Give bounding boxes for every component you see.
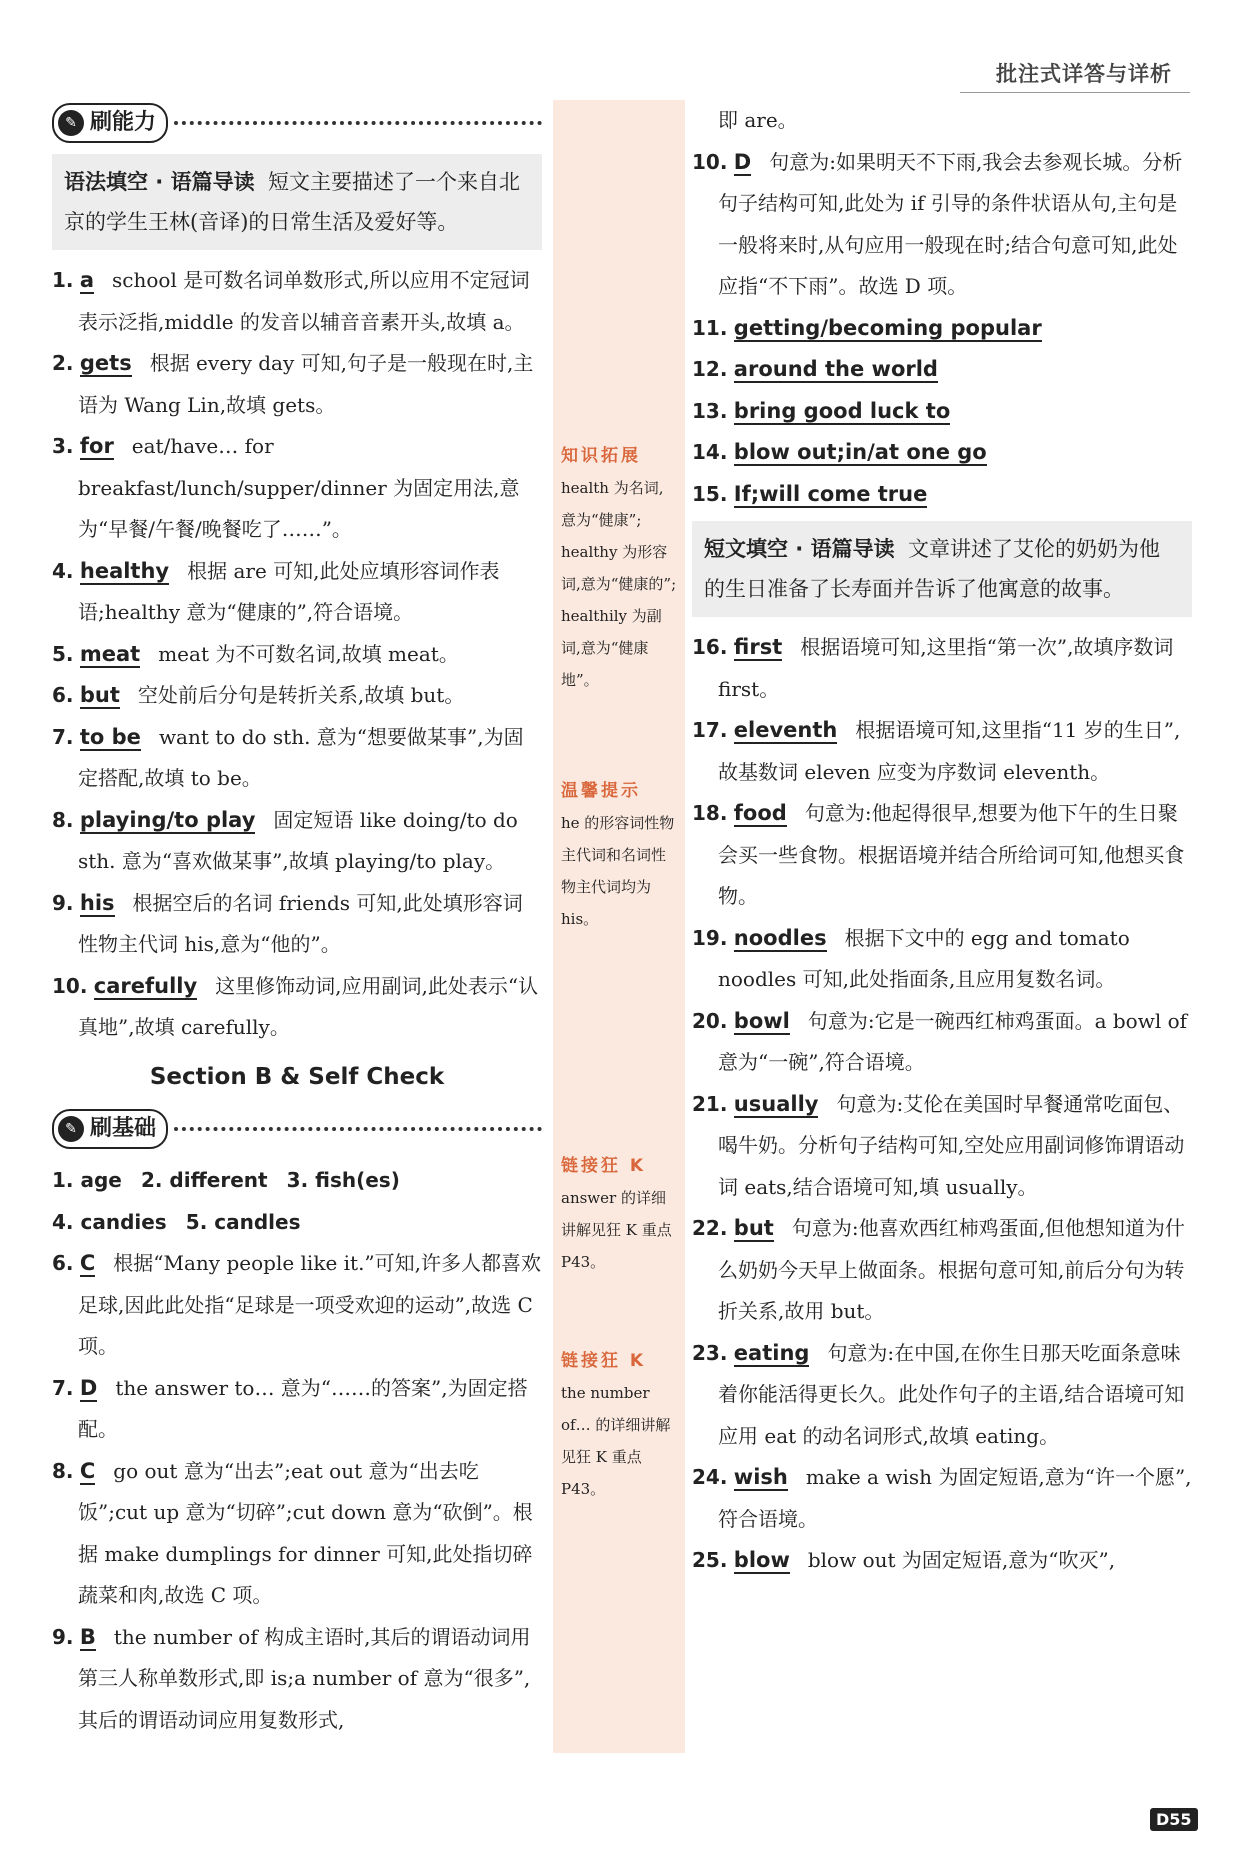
item-explanation: want to do sth. 意为“想要做某事”,为固定搭配,故填 to be。 (78, 724, 524, 790)
answer-item (692, 1208, 1192, 1333)
answer-item (692, 793, 1192, 918)
item-answer: food (733, 801, 787, 825)
margin-note (553, 1140, 685, 1288)
item-answer: C (79, 1458, 96, 1483)
item-answer: B (79, 1624, 96, 1649)
item-answer: first (733, 635, 783, 659)
answer-item (692, 627, 1192, 710)
answer-row (52, 1160, 542, 1202)
item-number: 25. (692, 1548, 728, 1572)
item-explanation: 根据语境可知,这里指“第一次”,故填序数词 first。 (718, 635, 1174, 701)
item-explanation: school 是可数名词单数形式,所以应用不定冠词表示泛指,middle 的发音以辅音音素开头,故填 a。 (78, 268, 530, 334)
item-number: 24. (692, 1465, 728, 1489)
item-explanation: 根据下文中的 egg and tomato noodles 可知,此处指面条,且应用复数名词。 (718, 925, 1130, 991)
item-explanation: 根据 are 可知,此处应填形容词作表语;healthy 意为“健康的”,符合语境。 (78, 558, 500, 624)
item-number: 6. (52, 1251, 74, 1275)
answer-item (52, 1368, 542, 1451)
item-explanation: go out 意为“出去”;eat out 意为“出去吃饭”;cut up 意为“切碎”;cut down 意为“砍倒”。根据 make dumplings for dinner 可知,此处指切碎蔬菜和肉,故选 C 项。 (78, 1458, 533, 1607)
item-number: 10. (52, 973, 88, 998)
margin-notes (553, 100, 685, 1753)
item-number: 2. (52, 351, 74, 375)
answer-item (52, 1451, 542, 1617)
answer-item (692, 1457, 1192, 1540)
answer-item: 5. candles (185, 1209, 301, 1234)
item-number: 8. (52, 807, 74, 832)
page-number: D55 (1150, 1808, 1198, 1831)
dotted-divider (174, 1127, 542, 1131)
note-text: answer 的详细讲解见狂 K 重点 P43。 (561, 1189, 672, 1271)
answer-item: 1. age (52, 1168, 122, 1192)
item-explanation: 句意为:他喜欢西红柿鸡蛋面,但他想知道为什么奶奶今天早上做面条。根据句意可知,前后分句为转折关系,故用 but。 (718, 1216, 1185, 1323)
item-explanation: 句意为:他起得很早,想要为他下午的生日聚会买一些食物。根据语境并结合所给词可知,他想买食物。 (718, 801, 1185, 908)
item-answer: for (79, 434, 114, 458)
continued-text: 即 are。 (718, 108, 798, 132)
item-number: 7. (52, 724, 74, 749)
reading-guide (52, 154, 542, 250)
answer-item (692, 1540, 1192, 1582)
item-answer: blow out;in/at one go (733, 440, 987, 464)
item-number: 8. (52, 1458, 74, 1483)
item-answer: a (79, 268, 95, 292)
item-number: 14. (692, 440, 728, 464)
answer-item (692, 391, 1192, 433)
item-answer: getting/becoming popular (733, 315, 1042, 340)
answer-item (52, 1243, 542, 1368)
item-number: 12. (692, 357, 728, 381)
item-number: 15. (692, 481, 728, 506)
item-number: 17. (692, 718, 728, 742)
note-title: 链接狂 K (561, 1156, 647, 1176)
item-number: 13. (692, 398, 728, 423)
section-heading-ability (52, 100, 542, 146)
guide-label: 短文填空 · 语篇导读 (704, 537, 895, 561)
answer-item: 4. candies (52, 1209, 167, 1234)
item-explanation: meat 为不可数名词,故填 meat。 (158, 641, 459, 666)
item-explanation: make a wish 为固定短语,意为“许一个愿”,符合语境。 (718, 1465, 1192, 1531)
item-answer: carefully (93, 973, 198, 998)
header-divider (960, 92, 1190, 93)
answer-item (692, 710, 1192, 793)
item-number: 23. (692, 1340, 728, 1365)
item-explanation: the number of 构成主语时,其后的谓语动词用第三人称单数形式,即 is;a number of 意为“很多”,其后的谓语动词应用复数形式, (78, 1624, 531, 1732)
guide-text: 短文主要描述了一个来自北京的学生王林(音译)的日常生活及爱好等。 (64, 170, 520, 234)
margin-note (553, 765, 685, 945)
book-icon: ✎ (58, 110, 84, 136)
item-number: 7. (52, 1375, 74, 1400)
note-text: he 的形容词性物主代词和名词性物主代词均为 his。 (561, 814, 675, 928)
item-answer: gets (79, 351, 132, 375)
item-answer: wish (733, 1465, 788, 1489)
item-explanation: 根据语境可知,这里指“11 岁的生日”,故基数词 eleven 应变为序数词 eleventh。 (718, 718, 1181, 784)
book-icon: ✎ (58, 1116, 84, 1142)
answer-item (52, 675, 542, 717)
item-explanation: 句意为:如果明天不下雨,我会去参观长城。分析句子结构可知,此处为 if 引导的条件状语从句,主句是一般将来时,从句应用一般现在时;结合句意可知,此处应指“不下雨”。故选 D 项。 (718, 149, 1183, 298)
section-title: Section B & Self Check (149, 1063, 445, 1090)
item-number: 22. (692, 1216, 728, 1240)
item-number: 4. (52, 558, 74, 583)
answer-item (52, 426, 542, 551)
item-answer: blow (733, 1548, 790, 1572)
item-explanation: 根据 every day 可知,句子是一般现在时,主语为 Wang Lin,故填 gets。 (78, 351, 534, 417)
note-text: the number of… 的详细讲解见狂 K 重点 P43。 (561, 1384, 671, 1498)
item-answer: but (79, 683, 120, 707)
item-explanation: 句意为:艾伦在美国时早餐通常吃面包、喝牛奶。分析句子结构可知,空处应用副词修饰谓语动词 eats,结合语境可知,填 usually。 (718, 1091, 1185, 1199)
right-column (692, 100, 1192, 1582)
dotted-divider (174, 121, 542, 125)
margin-note (553, 430, 685, 706)
item-answer: bowl (733, 1008, 790, 1033)
item-answer: C (79, 1251, 96, 1275)
item-answer: noodles (733, 925, 827, 950)
item-answer: eating (733, 1340, 810, 1365)
item-answer: playing/to play (79, 807, 256, 832)
item-answer: bring good luck to (733, 398, 951, 423)
item-explanation: 这里修饰动词,应用副词,此处表示“认真地”,故填 carefully。 (78, 973, 539, 1039)
answer-item (692, 1333, 1192, 1458)
item-number: 20. (692, 1008, 728, 1033)
item-number: 19. (692, 925, 728, 950)
item-answer: his (79, 890, 115, 915)
answer-item (52, 1617, 542, 1742)
item-answer: around the world (733, 357, 938, 381)
note-title: 知识拓展 (561, 446, 641, 466)
note-title: 温馨提示 (561, 781, 641, 801)
answer-item (692, 474, 1192, 516)
item-explanation: eat/have… for breakfast/lunch/supper/dinner 为固定用法,意为“早餐/午餐/晚餐吃了……”。 (78, 434, 520, 541)
answer-item (52, 260, 542, 343)
guide-label: 语法填空 · 语篇导读 (64, 170, 255, 194)
item-number: 3. (52, 434, 74, 458)
margin-note (553, 1335, 685, 1515)
item-answer: If;will come true (733, 481, 928, 506)
item-number: 1. (52, 268, 74, 292)
item-answer: to be (79, 724, 141, 749)
answer-item: 2. different (140, 1168, 268, 1192)
answer-item (692, 142, 1192, 308)
answer-item (692, 349, 1192, 391)
note-title: 链接狂 K (561, 1351, 647, 1371)
answer-item (52, 634, 542, 676)
note-text: health 为名词,意为“健康”; healthy 为形容词,意为“健康的”; healthily 为副词,意为“健康地”。 (561, 479, 677, 689)
item-number: 11. (692, 315, 728, 340)
answer-item (692, 1084, 1192, 1209)
answer-item: 3. fish(es) (286, 1168, 400, 1192)
page-header-title: 批注式详答与详析 (996, 62, 1172, 86)
answer-item (52, 883, 542, 966)
item-answer: eleventh (733, 718, 838, 742)
guide-text: 文章讲述了艾伦的奶奶为他的生日准备了长寿面并告诉了他寓意的故事。 (704, 537, 1160, 601)
item-explanation: 句意为:在中国,在你生日那天吃面条意味着你能活得更长久。此处作句子的主语,结合语境可知应用 eat 的动名词形式,故填 eating。 (718, 1340, 1185, 1448)
item-number: 16. (692, 635, 728, 659)
section-badge: ✎ 刷能力 (52, 103, 168, 143)
answer-item (52, 343, 542, 426)
item-answer: D (79, 1375, 98, 1400)
item-number: 9. (52, 1624, 74, 1649)
answer-item (692, 432, 1192, 474)
item-explanation: 句意为:它是一碗西红柿鸡蛋面。a bowl of 意为“一碗”,符合语境。 (718, 1008, 1188, 1074)
item-explanation: 根据空后的名词 friends 可知,此处填形容词性物主代词 his,意为“他的”。 (78, 890, 523, 956)
item-number: 10. (692, 149, 728, 174)
item-explanation: the answer to… 意为“……的答案”,为固定搭配。 (78, 1375, 528, 1441)
answer-item (52, 717, 542, 800)
answer-item (52, 966, 542, 1049)
item-explanation: 根据“Many people like it.”可知,许多人都喜欢足球,因此此处指“足球是一项受欢迎的运动”,故选 C 项。 (78, 1251, 542, 1358)
item-answer: meat (79, 641, 141, 666)
item-explanation: 固定短语 like doing/to do sth. 意为“喜欢做某事”,故填 playing/to play。 (78, 807, 518, 873)
answer-item (52, 800, 542, 883)
left-column (52, 100, 542, 1741)
item-number: 5. (52, 641, 74, 666)
section-heading-basic (52, 1106, 542, 1152)
section-badge: ✎ 刷基础 (52, 1109, 168, 1149)
answer-item (52, 551, 542, 634)
item-answer: D (733, 149, 752, 174)
reading-guide (692, 521, 1192, 617)
answer-item (692, 918, 1192, 1001)
answer-row (52, 1202, 542, 1244)
item-answer: usually (733, 1091, 819, 1116)
item-number: 21. (692, 1091, 728, 1116)
answer-item (692, 1001, 1192, 1084)
item-answer: healthy (79, 558, 170, 583)
item-number: 6. (52, 683, 74, 707)
item-number: 9. (52, 890, 74, 915)
item-answer: but (733, 1216, 774, 1240)
item-explanation: 空处前后分句是转折关系,故填 but。 (137, 683, 465, 707)
item-number: 18. (692, 801, 728, 825)
item-explanation: blow out 为固定短语,意为“吹灭”, (807, 1548, 1116, 1572)
answer-item (692, 308, 1192, 350)
